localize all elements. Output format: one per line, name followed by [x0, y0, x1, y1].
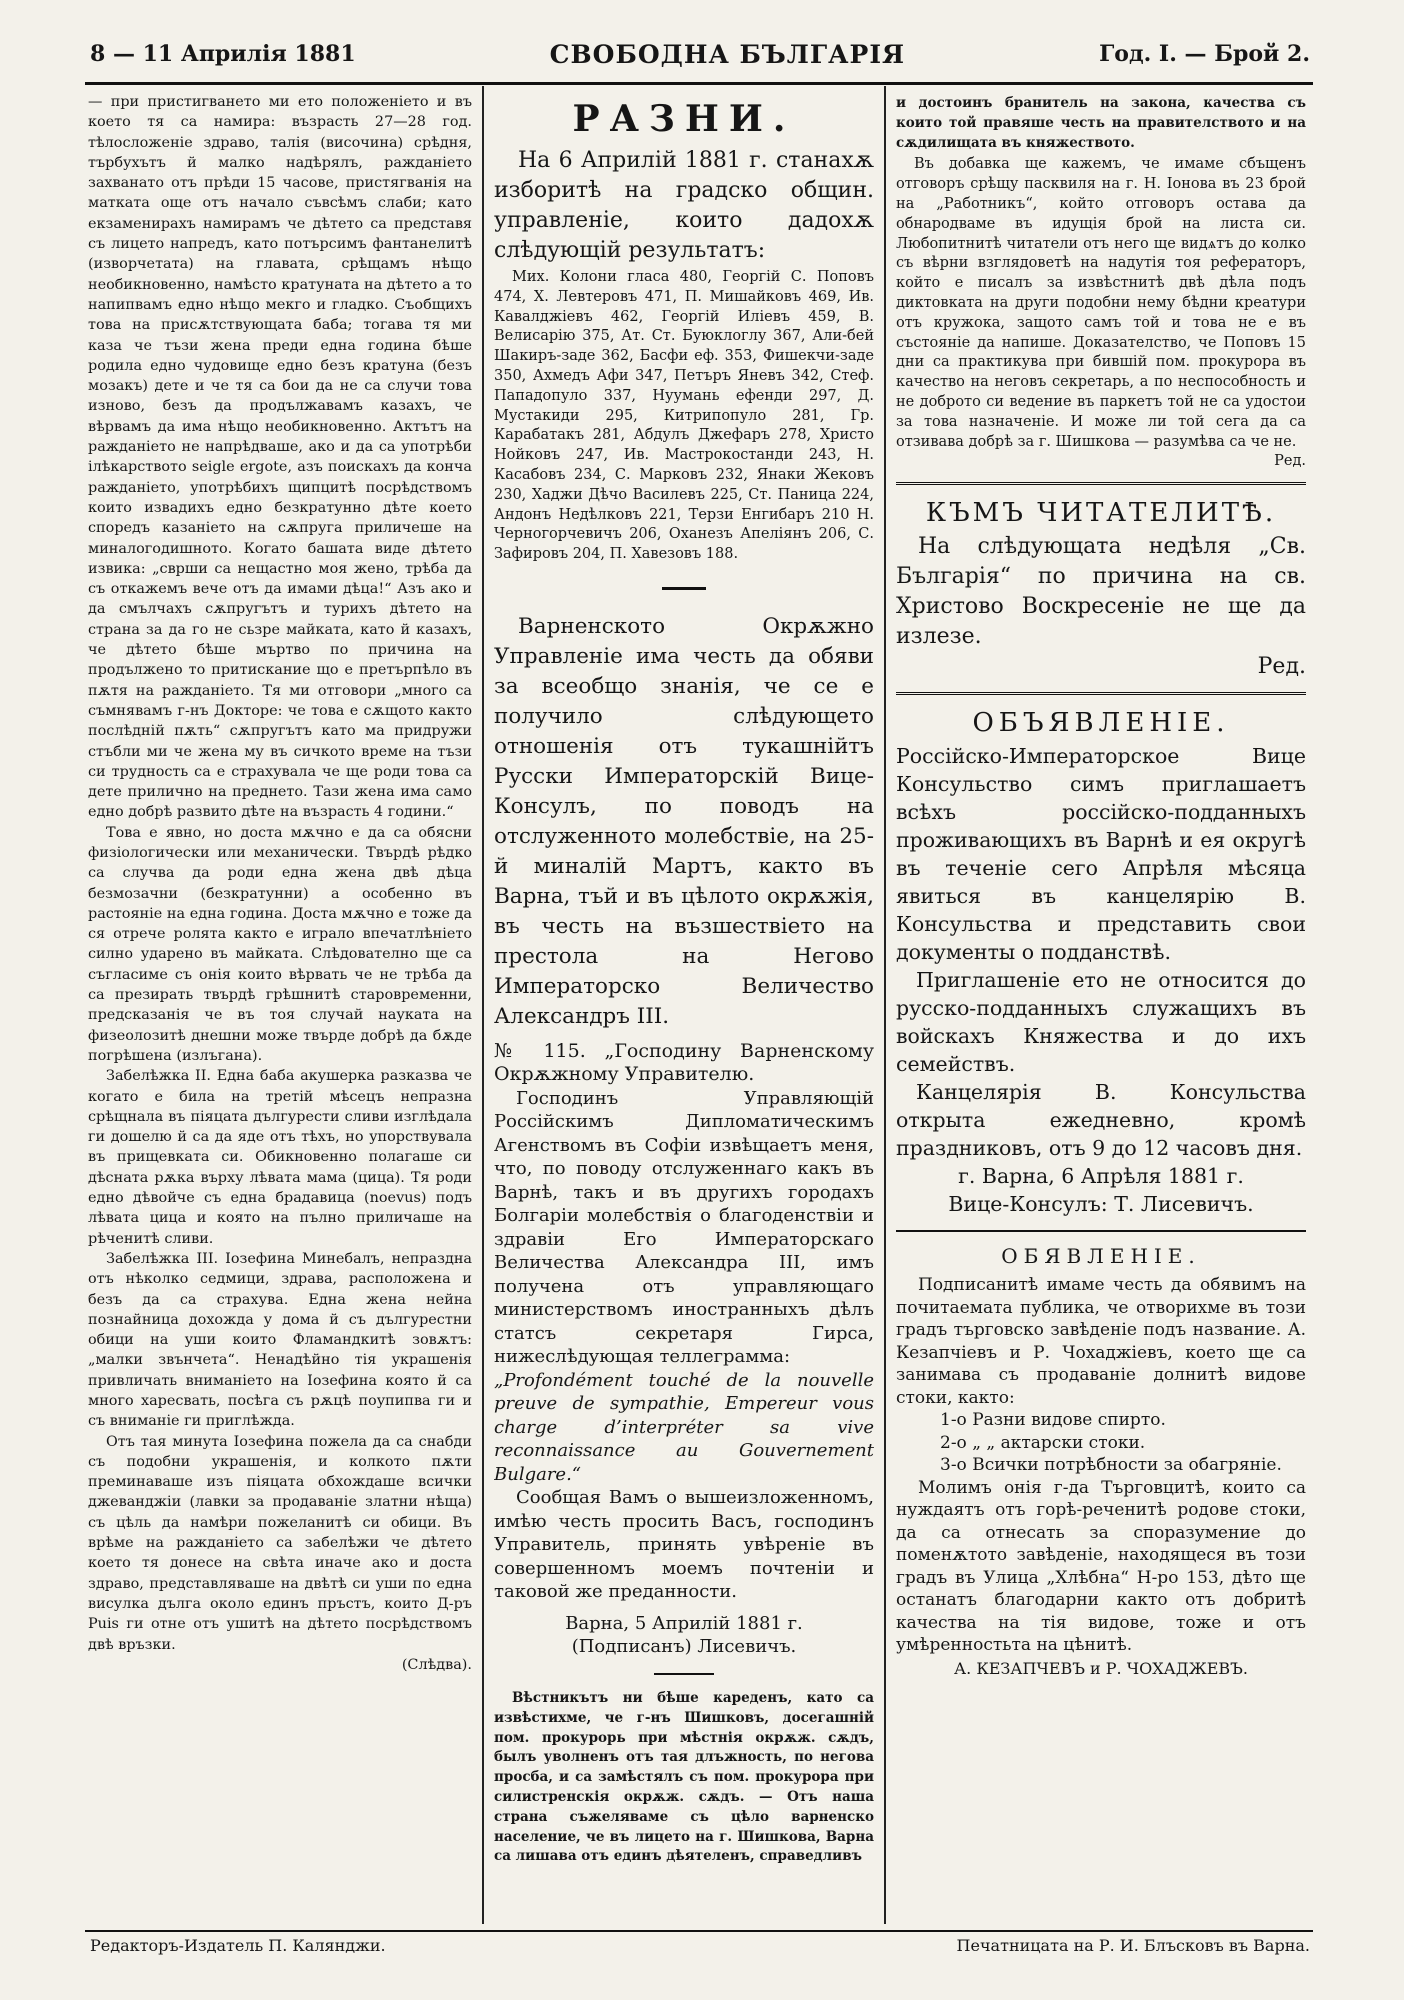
trade-ad-signature: А. КЕЗАПЧЕВЪ и Р. ЧОХАДЖЕВЪ. — [954, 1658, 1248, 1678]
page-date: 8 — 11 Априлія 1881 — [90, 41, 356, 67]
letter-closing: Сообщая Вамъ о вышеизложенномъ, имѣю честь просить Васъ, господинъ Управитель, принять увѣреніе въ совершенномъ моемъ почтеніи и таковой же преданности. — [494, 1487, 874, 1603]
editor-imprint: Редакторъ-Издатель П. Калянджи. — [90, 1936, 386, 1955]
masthead-line — [90, 30, 1310, 78]
continued-label: (Слѣдва). — [401, 1656, 472, 1673]
separator-rule — [654, 1673, 714, 1675]
consulate-ad-note: Приглашеніе ето не относится до русско-подданныхъ служащихъ въ войскахъ Княжества и до ихъ семействъ. — [896, 968, 1306, 1077]
letter-title: № 115. „Господину Варненскому Окрѫжному Управителю. — [494, 1039, 874, 1086]
section-rule — [896, 692, 1306, 698]
readers-heading: КЪМЪ ЧИТАТЕЛИТѢ. — [925, 498, 1277, 529]
note-paragraph: Забелѣжка II. Една баба акушерка разказва че когато е била на третій мѣсецъ непразна срѣщнала въ піяцата дългурести сливи изглѣдала ги дошелю й са да яде отъ тѣхъ, но упорствувала въ прищевката си. Обикновенно полагаше си дѣсната рѫка върху лѣвата мама (цица). Тя роди едно дѣвойче съ една брадавица (noevus) подъ лѣвата цица и която на пълно приличаше на рѣченитѣ сливи. — [88, 1068, 472, 1247]
consulate-ad-body: Россійско-Императорское Вице Консульство симъ приглашаетъ всѣхъ россійско-подданныхъ проживающихъ въ Варнѣ и ея округѣ въ теченіе сего Апрѣля мѣсяца явиться въ канцелярію В. Консульства и представить свои документы о подданствѣ. — [896, 744, 1306, 965]
column-divider-2 — [884, 86, 886, 1924]
news-shishkov: Вѣстникътъ ни бѣше кареденъ, като са извѣстихме, че г-нъ Шишковъ, досегашній пом. прокурорь при мѣстнія окрѫж. сѫдъ, былъ уволненъ отъ тая длъжность, по негова просба, и са замѣстялъ съ пом. прокурора при силистренскія окрѫж. сѫдъ. — Отъ наша страна съжеляваме съ цѣло варненско население, че въ лицето на г. Шишкова, Варна са лишава отъ единъ дѣятеленъ, справедливъ — [494, 1689, 874, 1865]
consulate-ad-date: г. Варна, 6 Апрѣля 1881 г. — [958, 1164, 1244, 1189]
section-rule — [896, 1230, 1306, 1232]
consulate-ad-signature: Вице-Консулъ: Т. Лисевичъ. — [948, 1192, 1254, 1217]
trade-ad-body-2: Молимъ онія г-да Търговцитѣ, които са нуждаятъ отъ горѣ-реченитѣ родове стоки, да са отнесать за споразумение до поменѫтото завѣденіе, находящеся въ този градъ въ Улица „Хлѣбна“ Н-ро 153, дѣто ще останатъ благодарни както отъ добритѣ качества на тія видове, тоже и отъ умѣренностьта на цѣнитѣ. — [896, 1477, 1306, 1656]
letter-body: Господинъ Управляющій Россійскимъ Дипломатическимъ Агенствомъ въ Софіи извѣщаетъ меня, что, по поводу отслуженнаго какъ въ Варнѣ, такъ и въ другихъ городахъ Болгаріи молебствія о благоденствіи и здравіи Его Императорскаго Величества Александра III, имъ получена отъ управляющаго министерствомъ иностранныхъ дѣлъ статсъ секретаря Гирса, нижеслѣдующая теллеграмма: — [494, 1087, 874, 1368]
district-notice: Варненското Окрѫжно Управленіе има честь да обяви за всеобщо знанія, че се е получило слѣдующето отношенія отъ тукашнійтъ Русски Императорскій Вице-Консулъ, по поводъ на отслуженното молебствіе, на 25-й миналій Мартъ, както въ Варна, тъй и въ цѣлото окрѫжія, въ честь на възшествіето на престола на Негово Императорско Величество Александръ III. — [494, 613, 874, 1029]
letter-place-date: Варна, 5 Априлій 1881 г. — [565, 1612, 803, 1634]
readers-signature: Ред. — [1257, 654, 1306, 680]
trade-ad-body: Подписанитѣ имаме честь да обявимъ на почитаемата публика, че отворихме въ този градъ търговско завѣденіе подъ название. А. Кезапчіевъ и Р. Чохаджіевъ, което ще са занимава съ продаваніе долнитѣ видове стоки, както: — [896, 1275, 1306, 1408]
article-paragraph: Отъ тая минута Іозефина пожела да са снабди съ подобни украшенія, и колкото пѫти преминаваше изъ піяцата обхождаше всички джеванджіи (лавки за продаваніе златни нѣща) съ цѣль да намѣри пожеланитѣ си обици. Въ врѣме на ражданіето са забелѣжи че дѣтето което тя донесе на свѣта иначе ако и доста здраво, представляваше на двѣтѣ си уши по една висулка дълга около единъ пръстъ, които Д-ръ Puis ги отне отъ ушитѣ на дѣтето посрѣдствомъ двѣ връзки. — [88, 1433, 472, 1653]
column-divider-1 — [482, 86, 484, 1924]
section-rule — [896, 482, 1306, 488]
letter-signature: (Подписанъ) Лисевичъ. — [571, 1636, 797, 1658]
trade-ad-item: 1-о Разни видове спирто. — [940, 1410, 1166, 1431]
printer-imprint: Печатницата на Р. И. Блъсковъ въ Варна. — [956, 1936, 1310, 1955]
section-heading: РАЗНИ. — [572, 98, 796, 140]
reply-signature: Ред. — [1274, 453, 1306, 470]
consulate-ad-heading: ОБЪЯВЛЕНІЕ. — [972, 708, 1230, 739]
footer-rule — [85, 1930, 1313, 1932]
article-paragraph: Това е явно, но доста мѫчно е да са обясни физіологически или механически. Твърдѣ рѣдко са случва да роди една жена двѣ дѣца безмозачни (безкратунни) а особенно въ растояніе на една година. Доста мѫчно е тоже да ся отрече ролята както е играло впечатлѣніето силно ударено въ майката. Слѣдователно ще са съгласиме съ онія които вѣрвать че не трѣба да са презирать твърдѣ грѣшнитѣ старовременни, предсказанія че въ тоя случай науката на физеолозитѣ днешни може твърде добрѣ да бѫде погрѣшена (излъгана). — [88, 824, 472, 1064]
separator-dash — [662, 587, 706, 590]
newspaper-title: СВОБОДНА БЪЛГАРІЯ — [549, 39, 906, 69]
note-paragraph: Забелѣжка III. Іозефина Минебалъ, непраздна отъ нѣколко седмици, здрава, расположена и безъ да са страхува. Една жена нейна познайница дохожда у дома й съ дългурестни обици на уши които Фламандкитѣ зовѫтъ: „малки звънчета“. Ненадѣйно тія украшенія привличать вниманіето на Іозефина която й са много харесвать, посѣга съ рѫцѣ поупипва ги и съ вниманіе ги приглѣжда. — [88, 1250, 472, 1430]
trade-ad-heading: ОБЯВЛЕНІЕ. — [1001, 1244, 1201, 1269]
issue-number: Год. I. — Брой 2. — [1099, 41, 1310, 67]
election-results: Мих. Колони гласа 480, Георгій С. Поповъ 474, Х. Левтеровъ 471, П. Мишайковъ 469, Ив. Кавалджіевъ 462, Георгій Иліевъ 459, В. Велисарію 375, Ат. Ст. Буюклоглу 367, Али-бей Шакиръ-заде 362, Басфи еф. 353, Фишекчи-заде 350, Ахмедъ Афи 347, Петъръ Яневъ 342, Стеф. Пападопуло 337, Нуумань ефенди 297, Д. Мустакиди 295, Китрипопуло 281, Гр. Карабатакъ 281, Абдулъ Джефаръ 278, Христо Нойковъ 247, Ив. Мастрокостанди 243, Н. Касабовъ 234, С. Марковъ 232, Янаки Жековъ 230, Хаджи Дѣчо Василевъ 225, Ст. Паница 224, Андонъ Недѣлковъ 221, Терзи Енгибаръ 210 Н. Черногорчевичъ 206, Оханезъ Апеліянъ 206, С. Зафировъ 204, П. Хавезовъ 188. — [494, 269, 874, 563]
trade-ad-item: 2-о „ „ актарски стоки. — [940, 1432, 1146, 1453]
column-medical-article — [88, 92, 472, 1924]
election-lead: На 6 Априлій 1881 г. станахѫ изборитѣ на градско общин. управленіе, които дадохѫ слѣдующій результатъ: — [494, 148, 874, 263]
telegram-text: „Profondément touché de la nouvelle preuve de sympathie, Empereur vous charge d’interpréter sa vive reconnaissance au Gouvernement Bulgare.“ — [494, 1369, 874, 1485]
column-news — [494, 92, 874, 1924]
readers-notice: На слѣдующата недѣля „Св. Българія“ по причина на св. Христово Воскресеніе не ще да излезе. — [896, 534, 1306, 650]
trade-ad-item: 3-о Всички потрѣбности за обагряніе. — [940, 1455, 1282, 1476]
header-rule — [85, 82, 1313, 85]
footer-line — [90, 1936, 1310, 1955]
news-continuation: и достоинъ бранитель на закона, качества съ които той правяше честь на правителството и на сѫдилищата въ княжеството. — [896, 95, 1306, 151]
article-paragraph: — при пристигването ми ето положеніето и въ което тя са намира: възрасть 27—28 год. тѣлосложеніе здраво, талія (височина) срѣдня, търбухътъ й малко надѣрялъ, ражданіето захванато отъ прѣди 15 часове, пристягванія на матката още отъ начало съвсѣмъ слаби; като екзаменирахъ намирамъ че дѣтето са представя съ лицето напредъ, като потърсимъ фантанелитѣ (изворчетата) на главата, срѣщамъ нѣщо необикновенно, намѣсто кратуната на дѣтето а то напипвамъ едно нѣщо мекго и гладко. Съобщихъ това на присѫтствующата баба; тогава тя ми каза че тъзи жена преди една година бѣше родила едно чудовище едно безъ кратуна (безъ мозакъ) дете и че тя са бои да не са случи това изново, безъ да продължавамъ казахъ, че вѣрвамъ да има нѣщо необикновенно. Актътъ на ражданіето не напрѣдваше, ако и да са употрѣби ілѣкарството seigle ergote, азъ поискахъ да конча ражданіето, употрѣбихъ щипцитѣ посрѣдствомъ които извадихъ едно безкратунно дѣте което споредъ казаніето на сѫпруга приличеше на миналогодишното. Когато башата виде дѣтето извика: „сврши са нещастно моя жено, трѣба да съ откажемъ вече отъ да имами дѣца!“ Азъ ако и да смълчахъ сѫпругътъ и турихъ дѣтето на страна за да го не сьзре майката, като й казахъ, че дѣтето бѣше мъртво по причина на продължено то притискание що е претърпѣло въ пѫтя на ражданіето. Тя ми отговори „много са съмнявамъ г-нъ Докторе: че това е сѫщото както послѣдній пѫть“ сѫпругътъ като ма придружи стъбли ми че жена му въ сичкото време на тъзи си трудность са е страхувала че ще роди това са дете прилично на преднето. Тази жена има само едно добрѣ развито дѣте на възрасть 4 години.“ — [88, 94, 472, 821]
reply-paragraph: Въ добавка ще кажемъ, че имаме сбъщенъ отговоръ срѣщу пасквиля на г. Н. Іонова въ 23 брой на „Работникъ“, който отговоръ остава да обнародваме въ идущія брой на листа си. Любопитнитѣ читатели отъ него ще видѧтъ до колко съ вѣрни взглядоветѣ на надутія тоя рефераторъ, който е писалъ за извѣстнитѣ двѣ дѣла подъ диктовката на други подобни нему бѣдни креатури отъ кружока, защото самъ той и това не е въ състояніе да напише. Доказателство, че Поповъ 15 дни са практикува при бившій пом. прокурора въ качество на неговъ секретарь, а по неспособность и не доброто си ведение въ паркетъ той не са удостои за това назначеніе. И може ли той сега да са отзивава добрѣ за г. Шишкова — разумѣва са че не. — [896, 156, 1306, 450]
column-announcements — [896, 92, 1306, 1924]
consulate-ad-hours: Канцелярія В. Консульства открыта ежедневно, кромѣ праздниковъ, отъ 9 до 12 часовъ дня. — [896, 1080, 1306, 1161]
